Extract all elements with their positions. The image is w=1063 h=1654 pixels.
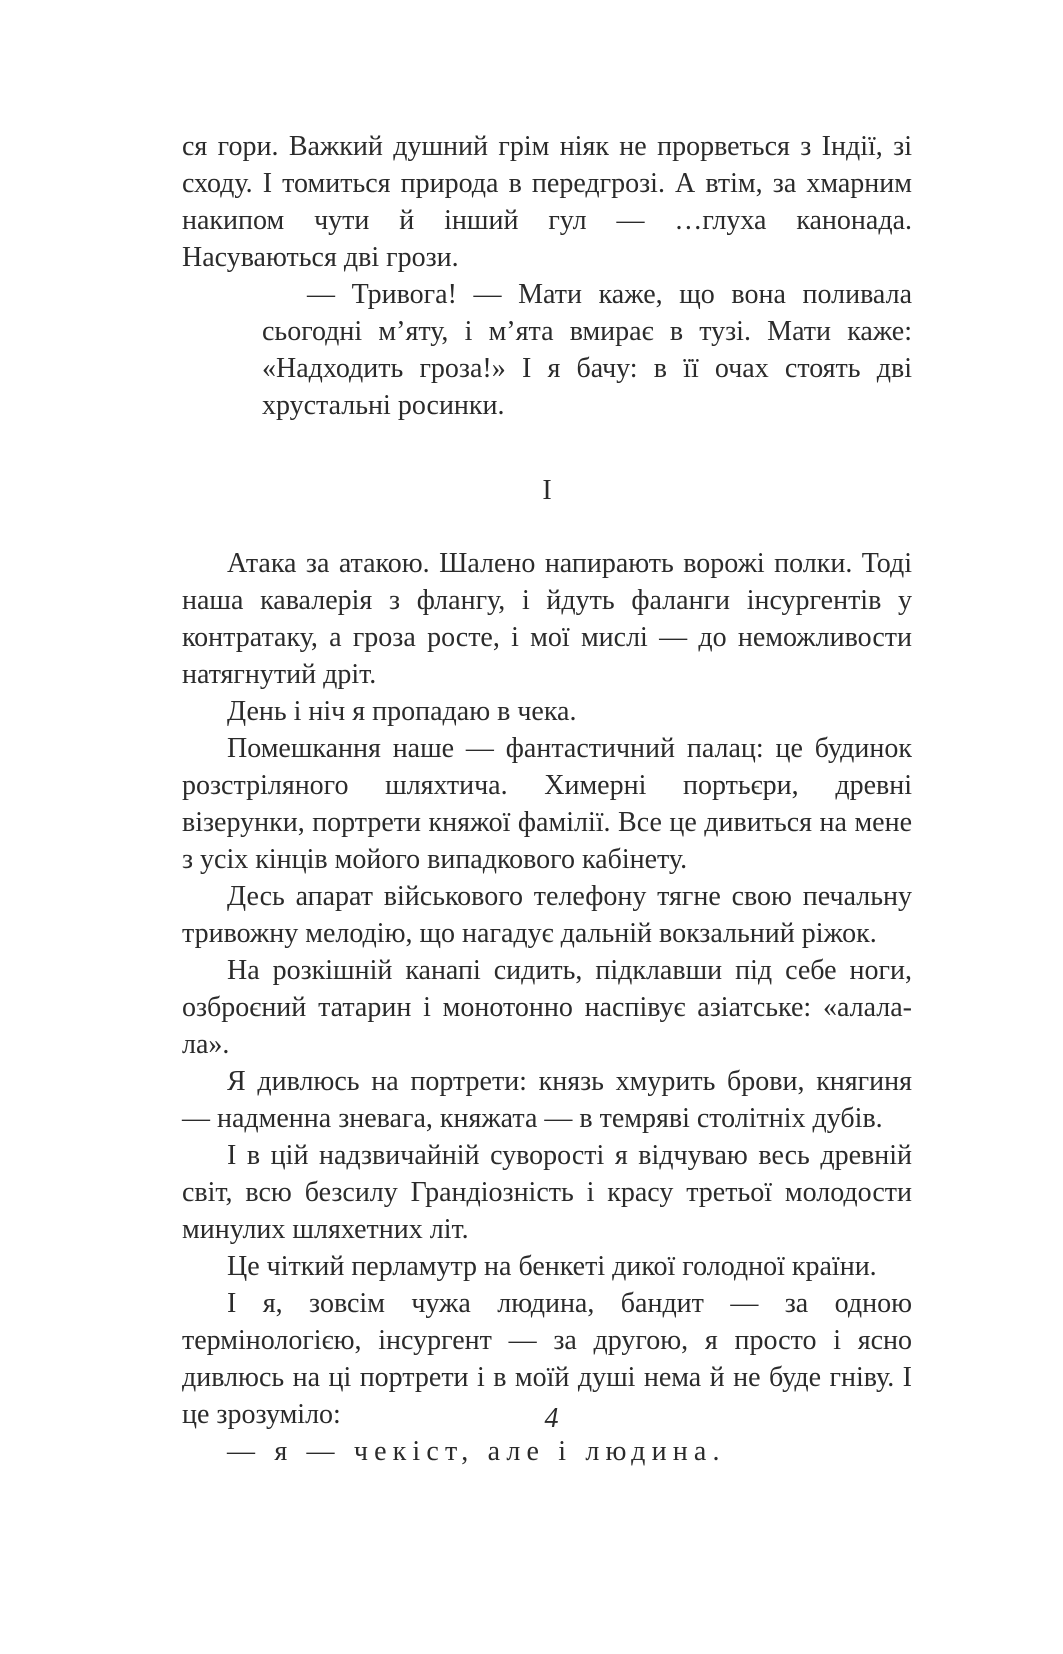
page-number: 4 [544, 1403, 559, 1434]
spaced-emphasis-line: — я — чекіст, але і людина. [227, 1436, 726, 1467]
paragraph: Я дивлюсь на портрети: князь хмурить брови, княгиня — надменна зневага, княжата — в темряві столітніх дубів. [182, 1066, 912, 1134]
paragraph: Атака за атакою. Шалено напирають ворожі полки. Тоді наша кавалерія з флангу, і йдуть фаланги інсургентів у контратаку, а гроза росте, і мої мислі — до неможливости натягнутий дріт. [182, 548, 912, 690]
paragraph: Десь апарат військового телефону тягне свою печальну тривожну мелодію, що нагадує дальній вокзальний ріжок. [182, 881, 912, 949]
epigraph-paragraph: — Тривога! — Мати каже, що вона поливала сьогодні м’яту, і м’ята вмирає в тузі. Мати каже: «Надходить гроза!» І я бачу: в її очах стоять дві хрустальні росинки. [262, 279, 912, 421]
paragraph: Помешкання наше — фантастичний палац: це будинок розстріляного шляхтича. Химерні портьєри, древні візерунки, портрети княжої фамілії. Все це дивиться на мене з усіх кінців мойого випадкового кабінету. [182, 733, 912, 875]
paragraph: І я, зовсім чужа людина, бандит — за одною термінологією, інсургент — за другою, я просто і ясно дивлюсь на ці портрети і в моїй душі нема й не буде гніву. І це зрозуміло: [182, 1288, 912, 1430]
paragraph: День і ніч я пропадаю в чека. [227, 696, 577, 727]
paragraph: Це чіткий перламутр на бенкеті дикої голодної країни. [227, 1251, 877, 1282]
section-heading: І [542, 475, 552, 506]
paragraph: На розкішній канапі сидить, підклавши під себе ноги, озброєний татарин і монотонно наспівує азіатське: «алала-ла». [182, 955, 912, 1060]
intro-paragraph: ся гори. Важкий душний грім ніяк не прорветься з Індії, зі сходу. І томиться природа в передгрозі. А втім, за хмарним накипом чути й інший гул — …глуха канонада. Насуваються дві грози. [182, 131, 912, 273]
text-block [182, 128, 912, 1470]
paragraph: І в цій надзвичайній суворості я відчуваю весь древній світ, всю безсилу Грандіозність і красу третьої молодости минулих шляхетних літ. [182, 1140, 912, 1245]
